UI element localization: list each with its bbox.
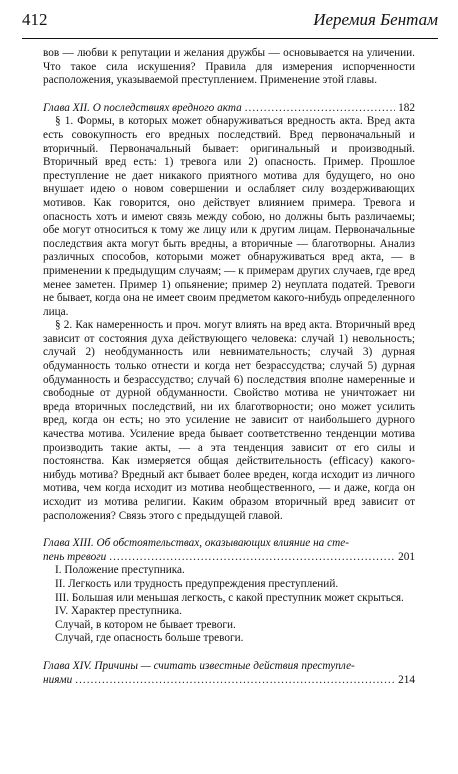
chapter-12-heading [43, 102, 415, 116]
running-title: Иеремия Бентам [313, 10, 438, 29]
chapter-14-heading [43, 660, 415, 687]
dot-leader [245, 102, 395, 116]
chapter-13-item: IV. Характер преступника. [55, 605, 182, 618]
chapter-13-item: Случай, где опасность больше тревоги. [55, 632, 244, 645]
chapter-13-item: Случай, в котором не бывает тревоги. [55, 618, 236, 631]
chapter-13-page: 201 [398, 550, 415, 563]
chapter-12-title: Глава XII. О последствиях вредного акта [43, 101, 242, 114]
chapter-12-section-1: § 1. Формы, в которых может обнаруживаться вредность акта. Вред акта есть совокупность его вредных последствий. Вред первоначальный и вторичный. Первоначальный бывает: оригинальный и производный. Вторичный вред есть: 1) тревога или 2) опасность. Пример. Прошлое преступление не дает никакого приятного мотива для будущего, но оно внушает идею о новом совершении и ослабляет силу воздерживающих мотивов. Как говорится, оно действует влиянием примера. Тревога и опасность хотъ и имеют связь между собою, но должны быть различаемы; обе могут относиться к тому же лицу или к другим лицам. Первоначальные последствия акта могут быть вредны, а вторичные — благотворны. Анализ различных способов, которыми может обнаруживаться вред акта, — в применении к предыдущим случаям; — к примерам других случаев, где вред менее заметен. Пример 1) опьянение; пример 2) неуплата податей. Тревоги не бывает, когда она не имеет своим предметом какого-нибудь определенного лица. [43, 115, 415, 318]
chapter-13-heading [43, 537, 415, 564]
chapter-12-section-2: § 2. Как намеренность и проч. могут влиять на вред акта. Вторичный вред зависит от состояния духа действующего человека: случай 1) невольность; случай 2) необдуманность или невнимательность; случай 3) дурная обдуманность только отнести и когда нет безрассудства; случай 5) дурная обдуманность и безрассудство; случай 6) последствия вполне намеренные и свободные от дурной обдуманности. Свойство мотива не уничтожает ни вреда вторичных последствий, ни их благотворности; оно может усилить вред, когда он есть; но это усиление не зависит от наибольшего дурного качества мотива. Усиление вреда бывает соответственно тенденции мотива производить такие акты, — а эта тенденция зависит от его силы и постоянства. Как измеряется общая действительность (efficacy) какого-нибудь мотива? Вредный акт бывает более вреден, когда исходит из личного мотива, чем когда исходит из мотива необщественного, — и даже, когда он исходит из мотива религии. Каким образом вторичный вред зависит от расположения? Связь этого с предыдущей главой. [43, 319, 415, 522]
dot-leader [75, 674, 395, 688]
chapter-14-title-line-2: ниями [43, 673, 73, 686]
chapter-13-item: III. Большая или меньшая легкость, с какой преступник может скрыться. [55, 591, 404, 604]
chapter-13-title-line-1: Глава XIII. Об обстоятельствах, оказывающих влияние на сте- [43, 537, 349, 550]
chapter-13-item: I. Положение преступника. [55, 564, 185, 577]
chapter-14-page: 214 [398, 673, 415, 686]
page-number: 412 [22, 10, 48, 29]
page-body [43, 47, 415, 687]
intro-paragraph: вов — любви к репутации и желания дружбы — основывается на уличении. Что такое сила искушения? Правила для измерения испорченности расположения, указываемой преступлением. Применение этой главы. [43, 47, 415, 87]
chapter-13-title-line-2: пень тревоги [43, 550, 107, 563]
page-header [22, 10, 438, 34]
chapter-13-item: II. Легкость или трудность предупреждения преступлений. [55, 577, 339, 590]
header-rule [22, 38, 438, 39]
dot-leader [109, 551, 395, 565]
chapter-14-title-line-1: Глава XIV. Причины — считать известные действия преступле- [43, 659, 355, 672]
chapter-12-page: 182 [398, 101, 415, 114]
